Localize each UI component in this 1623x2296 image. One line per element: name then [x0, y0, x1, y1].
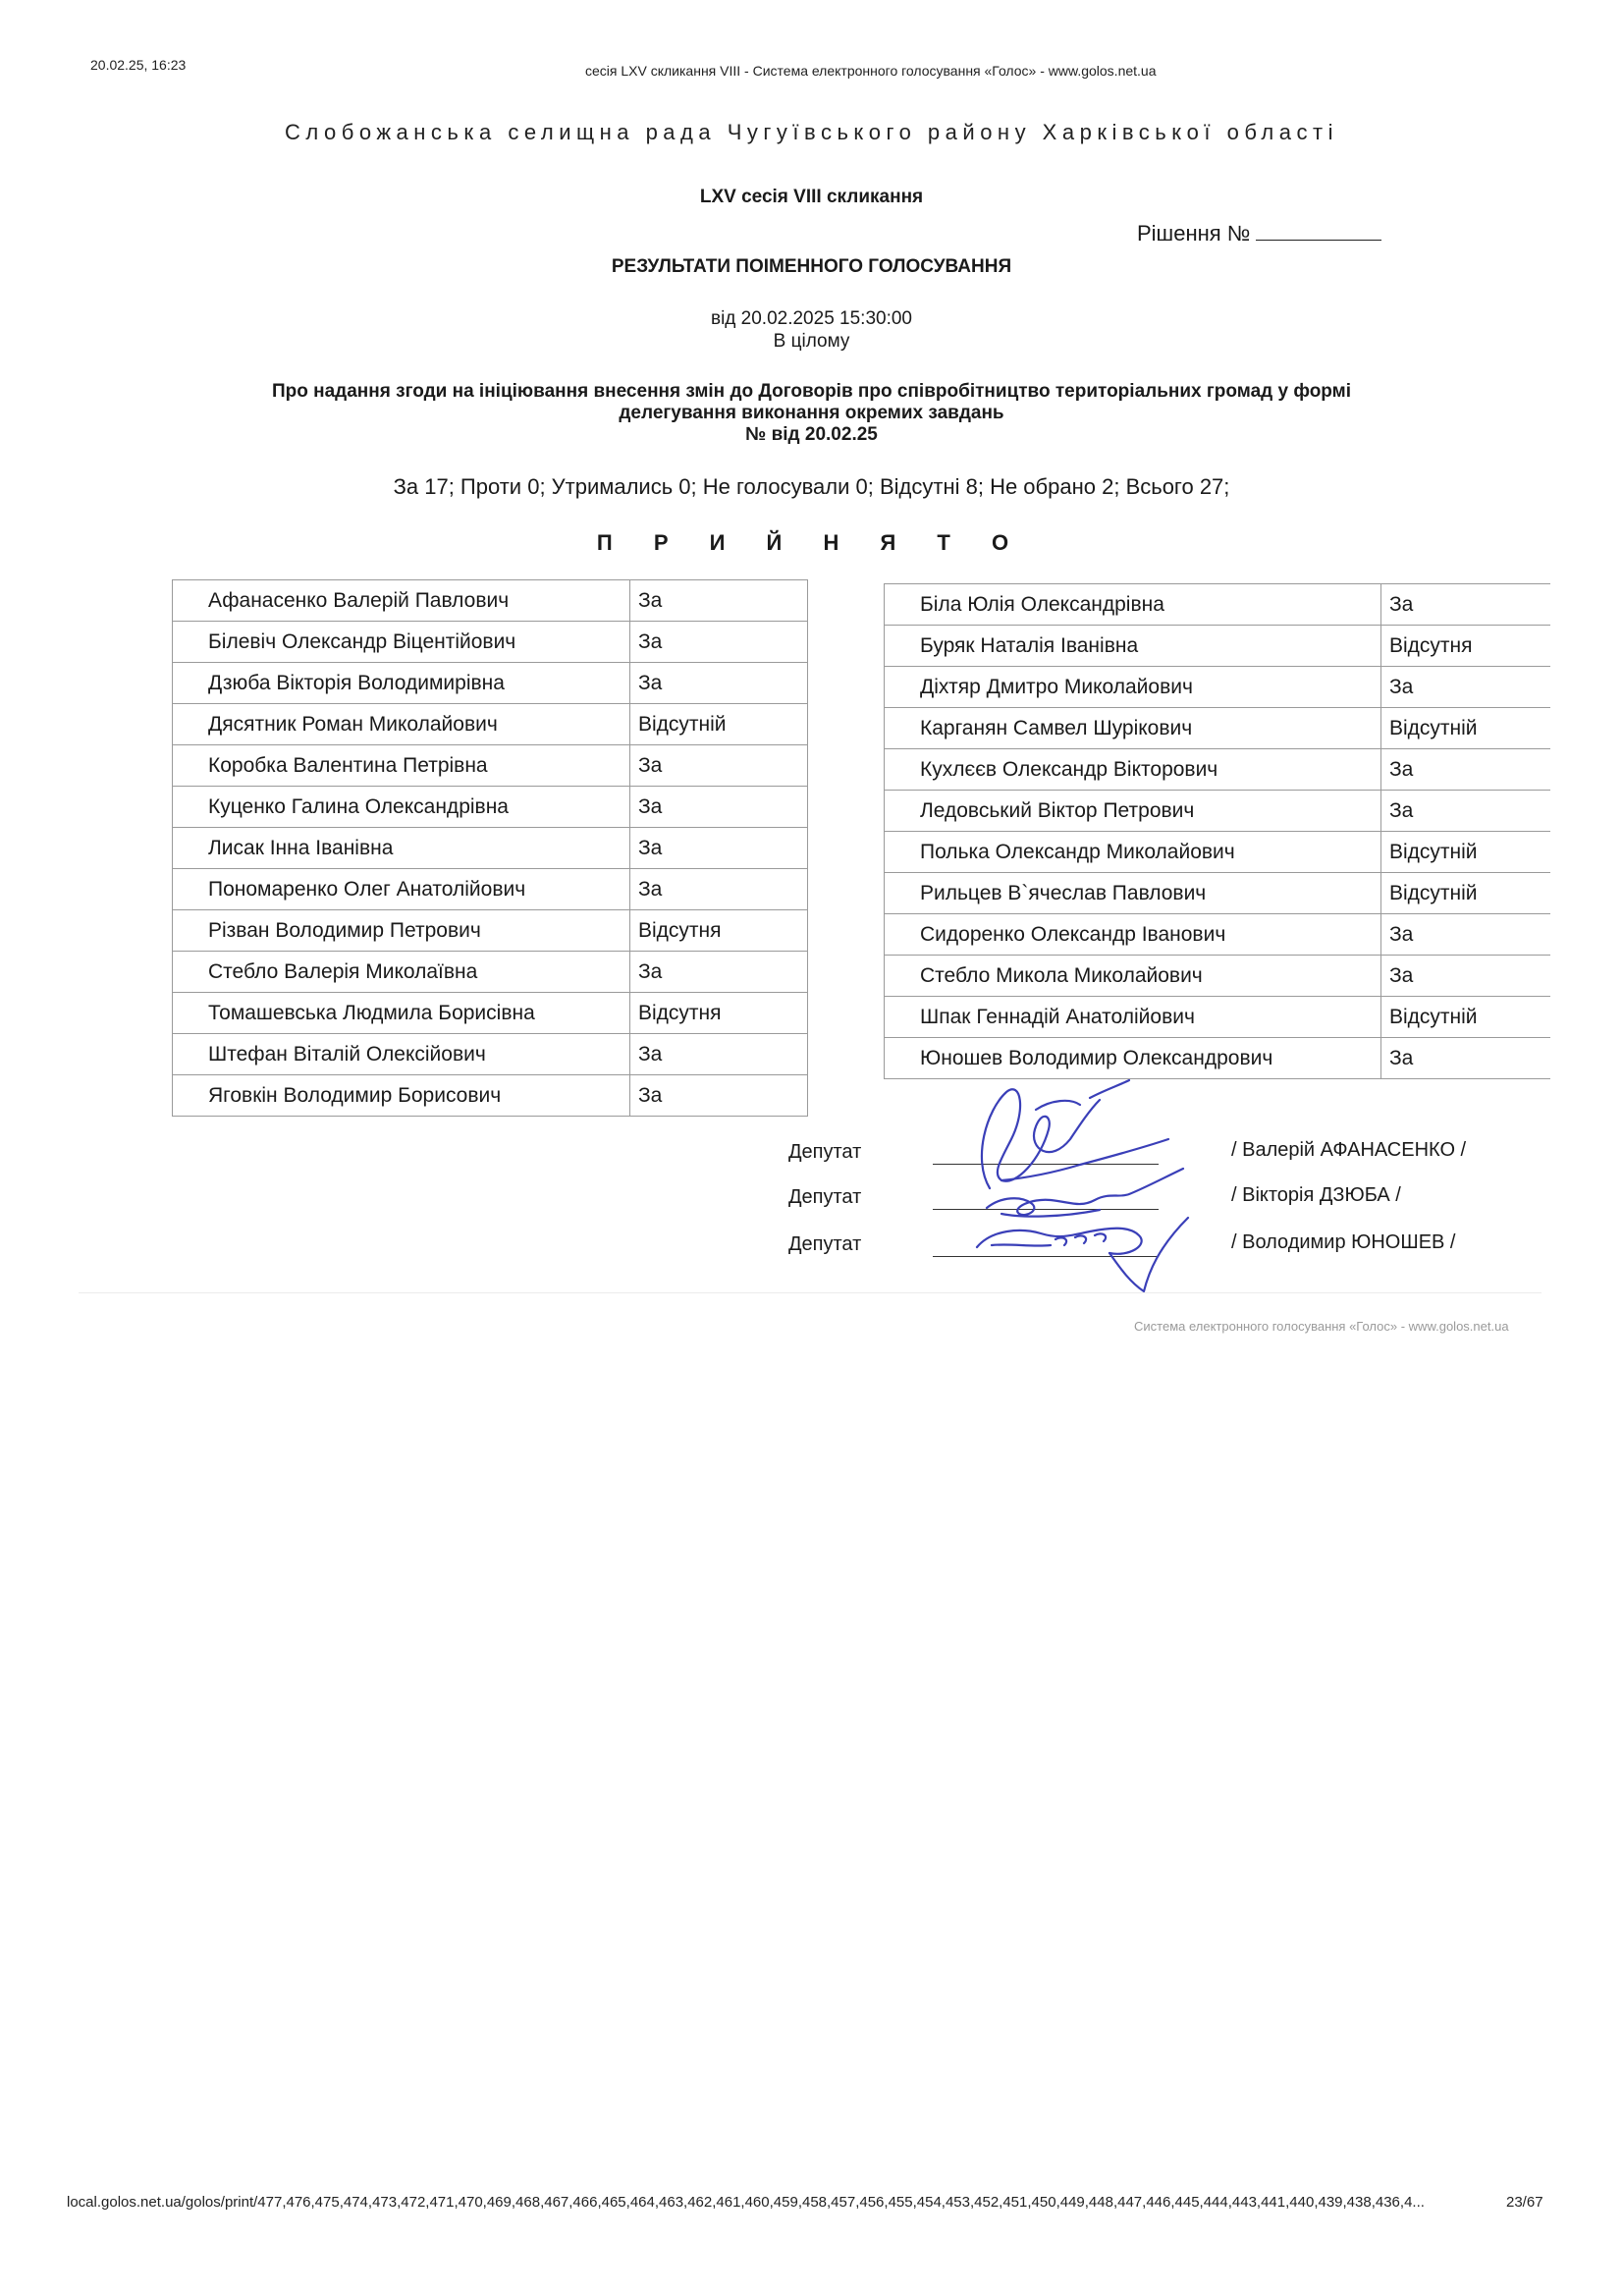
- deputy-vote: За: [630, 787, 808, 828]
- table-row: [885, 626, 1551, 667]
- deputy-vote: За: [630, 622, 808, 663]
- table-row: [885, 708, 1551, 749]
- deputy-name: Білевіч Олександр Віцентійович: [173, 622, 630, 663]
- deputy-name: Кухлєєв Олександр Вікторович: [885, 749, 1381, 791]
- deputy-name: Томашевська Людмила Борисівна: [173, 993, 630, 1034]
- print-datetime: 20.02.25, 16:23: [90, 57, 187, 73]
- vote-info: [0, 307, 1623, 353]
- table-row: [173, 828, 808, 869]
- deputy-name: Ледовський Віктор Петрович: [885, 791, 1381, 832]
- deputy-name: Дзюба Вікторія Володимирівна: [173, 663, 630, 704]
- deputy-name: Сидоренко Олександр Іванович: [885, 914, 1381, 956]
- deputy-name: Лисак Інна Іванівна: [173, 828, 630, 869]
- deputy-name: Полька Олександр Миколайович: [885, 832, 1381, 873]
- deputy-vote: За: [1381, 914, 1551, 956]
- table-row: [885, 584, 1551, 626]
- deputy-vote: За: [1381, 956, 1551, 997]
- vote-datetime: від 20.02.2025 15:30:00: [710, 308, 912, 329]
- deputy-vote: За: [630, 869, 808, 910]
- deputy-vote: За: [1381, 1038, 1551, 1079]
- deputy-vote: За: [1381, 667, 1551, 708]
- signature-label-1: Депутат: [788, 1141, 862, 1163]
- deputy-name: Різван Володимир Петрович: [173, 910, 630, 952]
- handwritten-signature-icon: [933, 1070, 1217, 1296]
- signature-name-1: / Валерій АФАНАСЕНКО /: [1231, 1139, 1467, 1161]
- deputy-vote: За: [630, 1034, 808, 1075]
- votes-table-right: [884, 583, 1550, 1079]
- deputy-vote: Відсутній: [1381, 997, 1551, 1038]
- deputy-vote: За: [630, 828, 808, 869]
- table-row: [885, 956, 1551, 997]
- subject-line-2: делегування виконання окремих завдань: [619, 403, 1004, 423]
- deputy-vote: За: [1381, 584, 1551, 626]
- table-row: [173, 663, 808, 704]
- session-title: LXV сесія VIII скликання: [699, 187, 924, 207]
- deputy-vote: Відсутня: [630, 993, 808, 1034]
- signature-name-3: / Володимир ЮНОШЕВ /: [1231, 1231, 1456, 1253]
- deputy-vote: Відсутня: [1381, 626, 1551, 667]
- table-row: [173, 1075, 808, 1117]
- vote-outcome: П Р И Й Н Я Т О: [596, 530, 1027, 555]
- table-row: [885, 873, 1551, 914]
- deputy-vote: За: [630, 952, 808, 993]
- vote-mode: В цілому: [773, 331, 850, 352]
- deputy-vote: За: [1381, 791, 1551, 832]
- table-row: [173, 993, 808, 1034]
- council-name: Слобожанська селищна рада Чугуївського району Харківської області: [285, 120, 1338, 144]
- table-row: [885, 791, 1551, 832]
- table-row: [173, 869, 808, 910]
- results-title: РЕЗУЛЬТАТИ ПОІМЕННОГО ГОЛОСУВАННЯ: [611, 256, 1012, 277]
- print-url: local.golos.net.ua/golos/print/477,476,475,474,473,472,471,470,469,468,467,466,465,464,463,462,461,460,459,458,457,456,455,454,453,452,451,450,449,448,447,446,445,444,443,441,440,439,438,436,4...: [67, 2194, 1425, 2211]
- subject-line-3: № від 20.02.25: [745, 424, 878, 445]
- table-row: [885, 832, 1551, 873]
- deputy-vote: Відсутній: [1381, 708, 1551, 749]
- decision-number-blank: [1256, 220, 1381, 241]
- vote-tally: За 17; Проти 0; Утримались 0; Не голосували 0; Відсутні 8; Не обрано 2; Всього 27;: [393, 474, 1230, 499]
- signature-label-2: Депутат: [788, 1186, 862, 1208]
- table-row: [173, 704, 808, 745]
- deputy-vote: За: [630, 745, 808, 787]
- table-row: [885, 749, 1551, 791]
- decision-number: [1137, 220, 1381, 246]
- deputy-vote: За: [1381, 749, 1551, 791]
- deputy-name: Куценко Галина Олександрівна: [173, 787, 630, 828]
- page-number: 23/67: [1506, 2194, 1543, 2211]
- footer-divider: [79, 1292, 1542, 1293]
- signature-label-3: Депутат: [788, 1233, 862, 1255]
- deputy-name: Коробка Валентина Петрівна: [173, 745, 630, 787]
- deputy-name: Рильцев В`ячеслав Павлович: [885, 873, 1381, 914]
- deputy-vote: Відсутній: [1381, 832, 1551, 873]
- deputy-name: Пономаренко Олег Анатолійович: [173, 869, 630, 910]
- votes-table-left: [172, 579, 808, 1117]
- print-title: сесія LXV скликання VIII - Система електронного голосування «Голос» - www.golos.net.ua: [585, 63, 1157, 79]
- deputy-name: Стебло Микола Миколайович: [885, 956, 1381, 997]
- deputy-vote: За: [630, 1075, 808, 1117]
- deputy-name: Шпак Геннадій Анатолійович: [885, 997, 1381, 1038]
- table-row: [173, 580, 808, 622]
- deputy-name: Штефан Віталій Олексійович: [173, 1034, 630, 1075]
- table-row: [885, 997, 1551, 1038]
- deputy-vote: За: [630, 580, 808, 622]
- footer-system-credit: Система електронного голосування «Голос» - www.golos.net.ua: [1134, 1319, 1509, 1334]
- deputy-name: Юношев Володимир Олександрович: [885, 1038, 1381, 1079]
- deputy-vote: Відсутня: [630, 910, 808, 952]
- deputy-name: Карганян Самвел Шурікович: [885, 708, 1381, 749]
- deputy-name: Яговкін Володимир Борисович: [173, 1075, 630, 1117]
- table-row: [885, 667, 1551, 708]
- deputy-name: Діхтяр Дмитро Миколайович: [885, 667, 1381, 708]
- signature-name-2: / Вікторія ДЗЮБА /: [1231, 1184, 1401, 1206]
- deputy-vote: За: [630, 663, 808, 704]
- table-row: [173, 910, 808, 952]
- table-row: [173, 622, 808, 663]
- vote-subject: [196, 381, 1427, 446]
- table-row: [885, 914, 1551, 956]
- table-row: [173, 952, 808, 993]
- table-row: [173, 1034, 808, 1075]
- deputy-name: Стебло Валерія Миколаївна: [173, 952, 630, 993]
- subject-line-1: Про надання згоди на ініціювання внесення змін до Договорів про співробітництво територіальних громад у формі: [271, 381, 1351, 402]
- decision-label: Рішення №: [1137, 221, 1251, 246]
- table-row: [173, 787, 808, 828]
- table-row: [173, 745, 808, 787]
- deputy-name: Біла Юлія Олександрівна: [885, 584, 1381, 626]
- deputy-name: Буряк Наталія Іванівна: [885, 626, 1381, 667]
- deputy-vote: Відсутній: [1381, 873, 1551, 914]
- deputy-vote: Відсутній: [630, 704, 808, 745]
- deputy-name: Дясятник Роман Миколайович: [173, 704, 630, 745]
- deputy-name: Афанасенко Валерій Павлович: [173, 580, 630, 622]
